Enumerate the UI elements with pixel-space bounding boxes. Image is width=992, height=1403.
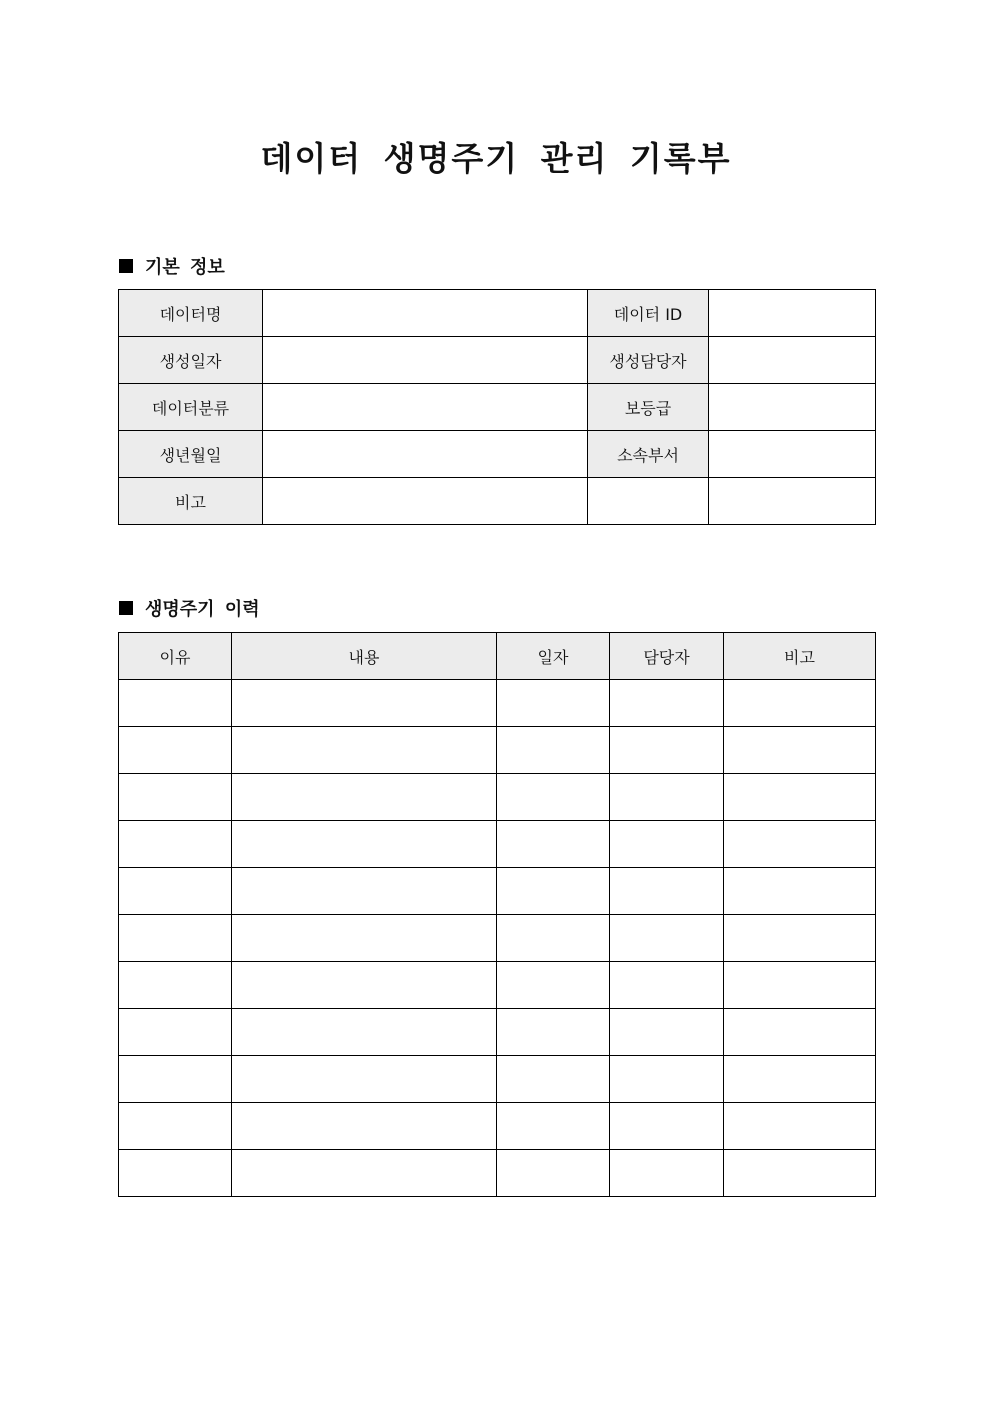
column-header-date: 일자 xyxy=(497,633,610,680)
square-bullet-icon xyxy=(119,259,133,273)
manager-cell[interactable] xyxy=(610,1009,724,1056)
remarks-cell[interactable] xyxy=(724,1009,876,1056)
field-label: 생성담당자 xyxy=(588,337,709,384)
date-cell[interactable] xyxy=(497,1009,610,1056)
field-value-input[interactable] xyxy=(263,384,588,431)
table-row xyxy=(119,384,876,431)
reason-cell[interactable] xyxy=(119,680,232,727)
table-row xyxy=(119,1056,876,1103)
reason-cell[interactable] xyxy=(119,821,232,868)
date-cell[interactable] xyxy=(497,962,610,1009)
table-row xyxy=(119,962,876,1009)
remarks-cell[interactable] xyxy=(724,774,876,821)
content-cell[interactable] xyxy=(232,1009,497,1056)
lifecycle-history-table xyxy=(118,632,876,1197)
field-label: 생성일자 xyxy=(119,337,263,384)
date-cell[interactable] xyxy=(497,868,610,915)
field-label: 데이터 ID xyxy=(588,290,709,337)
reason-cell[interactable] xyxy=(119,915,232,962)
field-value-input[interactable] xyxy=(263,478,588,525)
content-cell[interactable] xyxy=(232,962,497,1009)
content-cell[interactable] xyxy=(232,1103,497,1150)
page-title: 데이터 생명주기 관리 기록부 xyxy=(260,139,732,178)
manager-cell[interactable] xyxy=(610,1150,724,1197)
reason-cell[interactable] xyxy=(119,1056,232,1103)
field-value-input[interactable] xyxy=(263,431,588,478)
remarks-cell[interactable] xyxy=(724,1150,876,1197)
reason-cell[interactable] xyxy=(119,1009,232,1056)
history-table-body xyxy=(119,680,876,1197)
field-label: 보등급 xyxy=(588,384,709,431)
field-value-input[interactable] xyxy=(709,384,876,431)
manager-cell[interactable] xyxy=(610,868,724,915)
table-row xyxy=(119,337,876,384)
table-row xyxy=(119,1150,876,1197)
remarks-cell[interactable] xyxy=(724,915,876,962)
date-cell[interactable] xyxy=(497,1103,610,1150)
column-header-remarks: 비고 xyxy=(724,633,876,680)
table-row xyxy=(119,727,876,774)
field-label: 생년월일 xyxy=(119,431,263,478)
section-heading-label: 기본 정보 xyxy=(145,257,225,278)
section-heading-basic-info xyxy=(119,253,225,279)
table-header-row xyxy=(119,633,876,680)
basic-info-table xyxy=(118,289,876,525)
content-cell[interactable] xyxy=(232,821,497,868)
table-row xyxy=(119,431,876,478)
table-row xyxy=(119,915,876,962)
table-row xyxy=(119,821,876,868)
reason-cell[interactable] xyxy=(119,727,232,774)
date-cell[interactable] xyxy=(497,1056,610,1103)
field-value-input[interactable] xyxy=(709,478,876,525)
table-row xyxy=(119,478,876,525)
reason-cell[interactable] xyxy=(119,774,232,821)
date-cell[interactable] xyxy=(497,680,610,727)
date-cell[interactable] xyxy=(497,821,610,868)
field-value-input[interactable] xyxy=(709,290,876,337)
content-cell[interactable] xyxy=(232,915,497,962)
field-label: 소속부서 xyxy=(588,431,709,478)
column-header-content: 내용 xyxy=(232,633,497,680)
reason-cell[interactable] xyxy=(119,1103,232,1150)
date-cell[interactable] xyxy=(497,774,610,821)
manager-cell[interactable] xyxy=(610,1056,724,1103)
remarks-cell[interactable] xyxy=(724,962,876,1009)
manager-cell[interactable] xyxy=(610,962,724,1009)
column-header-reason: 이유 xyxy=(119,633,232,680)
content-cell[interactable] xyxy=(232,868,497,915)
table-row xyxy=(119,1103,876,1150)
content-cell[interactable] xyxy=(232,727,497,774)
table-row xyxy=(119,868,876,915)
table-row xyxy=(119,774,876,821)
table-row xyxy=(119,290,876,337)
reason-cell[interactable] xyxy=(119,868,232,915)
content-cell[interactable] xyxy=(232,1150,497,1197)
table-row xyxy=(119,1009,876,1056)
content-cell[interactable] xyxy=(232,1056,497,1103)
field-value-input[interactable] xyxy=(709,431,876,478)
content-cell[interactable] xyxy=(232,680,497,727)
section-heading-lifecycle-history xyxy=(119,595,260,621)
square-bullet-icon xyxy=(119,601,133,615)
date-cell[interactable] xyxy=(497,727,610,774)
field-value-input[interactable] xyxy=(263,337,588,384)
content-cell[interactable] xyxy=(232,774,497,821)
field-label: 데이터명 xyxy=(119,290,263,337)
manager-cell[interactable] xyxy=(610,680,724,727)
field-value-input[interactable] xyxy=(263,290,588,337)
section-heading-label: 생명주기 이력 xyxy=(145,599,260,620)
manager-cell[interactable] xyxy=(610,915,724,962)
table-row xyxy=(119,680,876,727)
remarks-cell[interactable] xyxy=(724,1056,876,1103)
remarks-cell[interactable] xyxy=(724,727,876,774)
field-label xyxy=(588,478,709,525)
reason-cell[interactable] xyxy=(119,1150,232,1197)
manager-cell[interactable] xyxy=(610,1103,724,1150)
column-header-manager: 담당자 xyxy=(610,633,724,680)
field-label: 비고 xyxy=(119,478,263,525)
remarks-cell[interactable] xyxy=(724,868,876,915)
remarks-cell[interactable] xyxy=(724,821,876,868)
manager-cell[interactable] xyxy=(610,821,724,868)
manager-cell[interactable] xyxy=(610,727,724,774)
field-label: 데이터분류 xyxy=(119,384,263,431)
date-cell[interactable] xyxy=(497,1150,610,1197)
manager-cell[interactable] xyxy=(610,774,724,821)
date-cell[interactable] xyxy=(497,915,610,962)
reason-cell[interactable] xyxy=(119,962,232,1009)
remarks-cell[interactable] xyxy=(724,1103,876,1150)
field-value-input[interactable] xyxy=(709,337,876,384)
remarks-cell[interactable] xyxy=(724,680,876,727)
